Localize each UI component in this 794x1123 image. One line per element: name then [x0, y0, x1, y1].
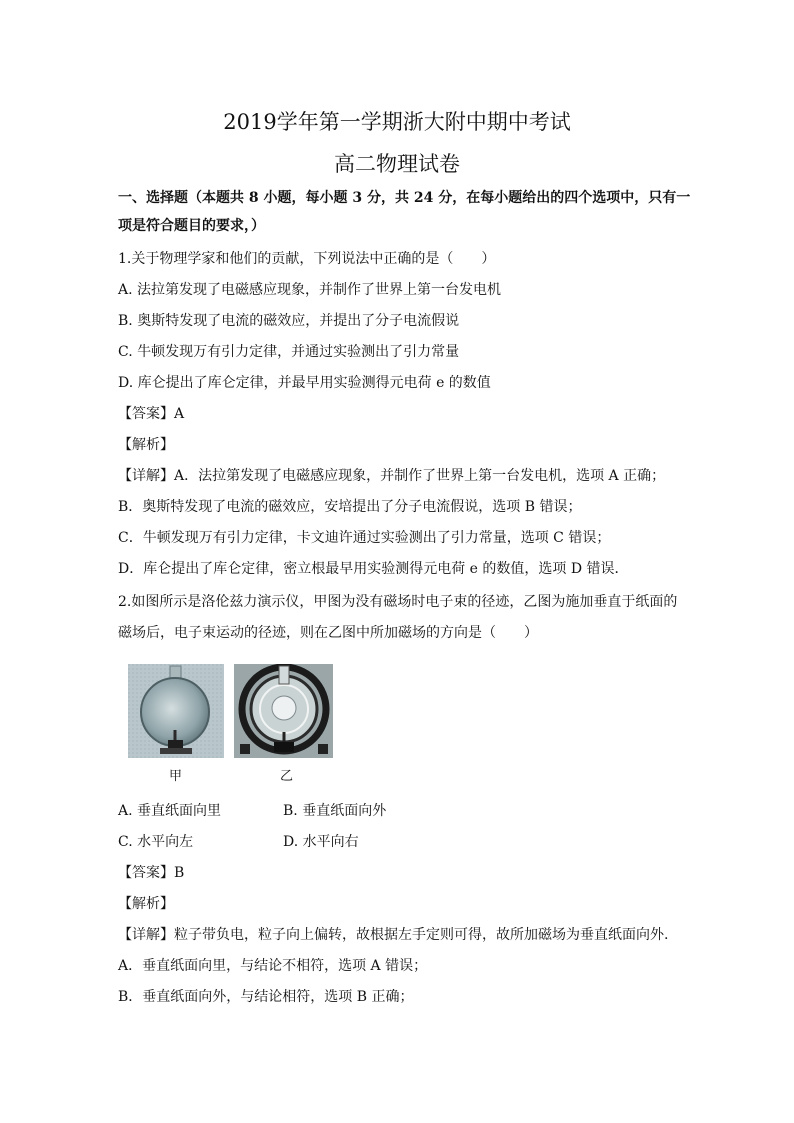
q2-option-b: B. 垂直纸面向外	[283, 803, 387, 819]
q2-detail: 【详解】粒子带负电，粒子向上偏转，故根据左手定则可得，故所加磁场为垂直纸面向外.	[118, 927, 669, 943]
q1-detail: C．牛顿发现万有引力定律，卡文迪许通过实验测出了引力常量，选项 C 错误；	[118, 530, 611, 546]
figure-no-field	[128, 664, 224, 758]
figure-caption-right: 乙	[280, 769, 294, 784]
q2-detail: A．垂直纸面向里，与结论不相符，选项 A 错误；	[118, 958, 428, 974]
q2-analysis-label: 【解析】	[118, 896, 174, 912]
q1-option-a: A. 法拉第发现了电磁感应现象，并制作了世界上第一台发电机	[118, 282, 502, 298]
q1-stem: 1.关于物理学家和他们的贡献，下列说法中正确的是（ ）	[118, 251, 496, 267]
q1-detail: 【详解】A．法拉第发现了电磁感应现象，并制作了世界上第一台发电机，选项 A 正确；	[118, 468, 666, 484]
section-heading: 一、选择题（本题共 8 小题，每小题 3 分，共 24 分，在每小题给出的四个选项中，只有一	[118, 190, 691, 206]
page-subtitle: 高二物理试卷	[334, 152, 460, 176]
q2-option-a: A. 垂直纸面向里	[118, 803, 222, 819]
page-title: 2019学年第一学期浙大附中期中考试	[223, 110, 571, 134]
q2-option-c: C. 水平向左	[118, 834, 194, 850]
q1-detail: B．奥斯特发现了电流的磁效应，安培提出了分子电流假说，选项 B 错误；	[118, 499, 582, 515]
q2-option-d: D. 水平向右	[283, 834, 359, 850]
q1-option-c: C. 牛顿发现万有引力定律，并通过实验测出了引力常量	[118, 344, 460, 360]
q1-analysis-label: 【解析】	[118, 437, 174, 453]
q2-stem: 2.如图所示是洛伦兹力演示仪，甲图为没有磁场时电子束的径迹，乙图为施加垂直于纸面的	[118, 594, 678, 610]
q1-detail: D．库仑提出了库仑定律，密立根最早用实验测得元电荷 e 的数值，选项 D 错误．	[118, 561, 629, 577]
q2-stem-cont: 磁场后，电子束运动的径迹，则在乙图中所加磁场的方向是（ ）	[118, 625, 538, 641]
figure-caption-left: 甲	[169, 769, 183, 784]
q2-answer: 【答案】B	[118, 865, 185, 881]
q1-option-b: B. 奥斯特发现了电流的磁效应，并提出了分子电流假说	[118, 313, 460, 329]
q2-detail: B．垂直纸面向外，与结论相符，选项 B 正确；	[118, 989, 414, 1005]
q1-answer: 【答案】A	[118, 406, 185, 422]
figure-with-field	[234, 664, 333, 758]
q1-option-d: D. 库仑提出了库仑定律，并最早用实验测得元电荷 e 的数值	[118, 375, 491, 391]
section-heading-cont: 项是符合题目的要求，）	[118, 218, 265, 234]
